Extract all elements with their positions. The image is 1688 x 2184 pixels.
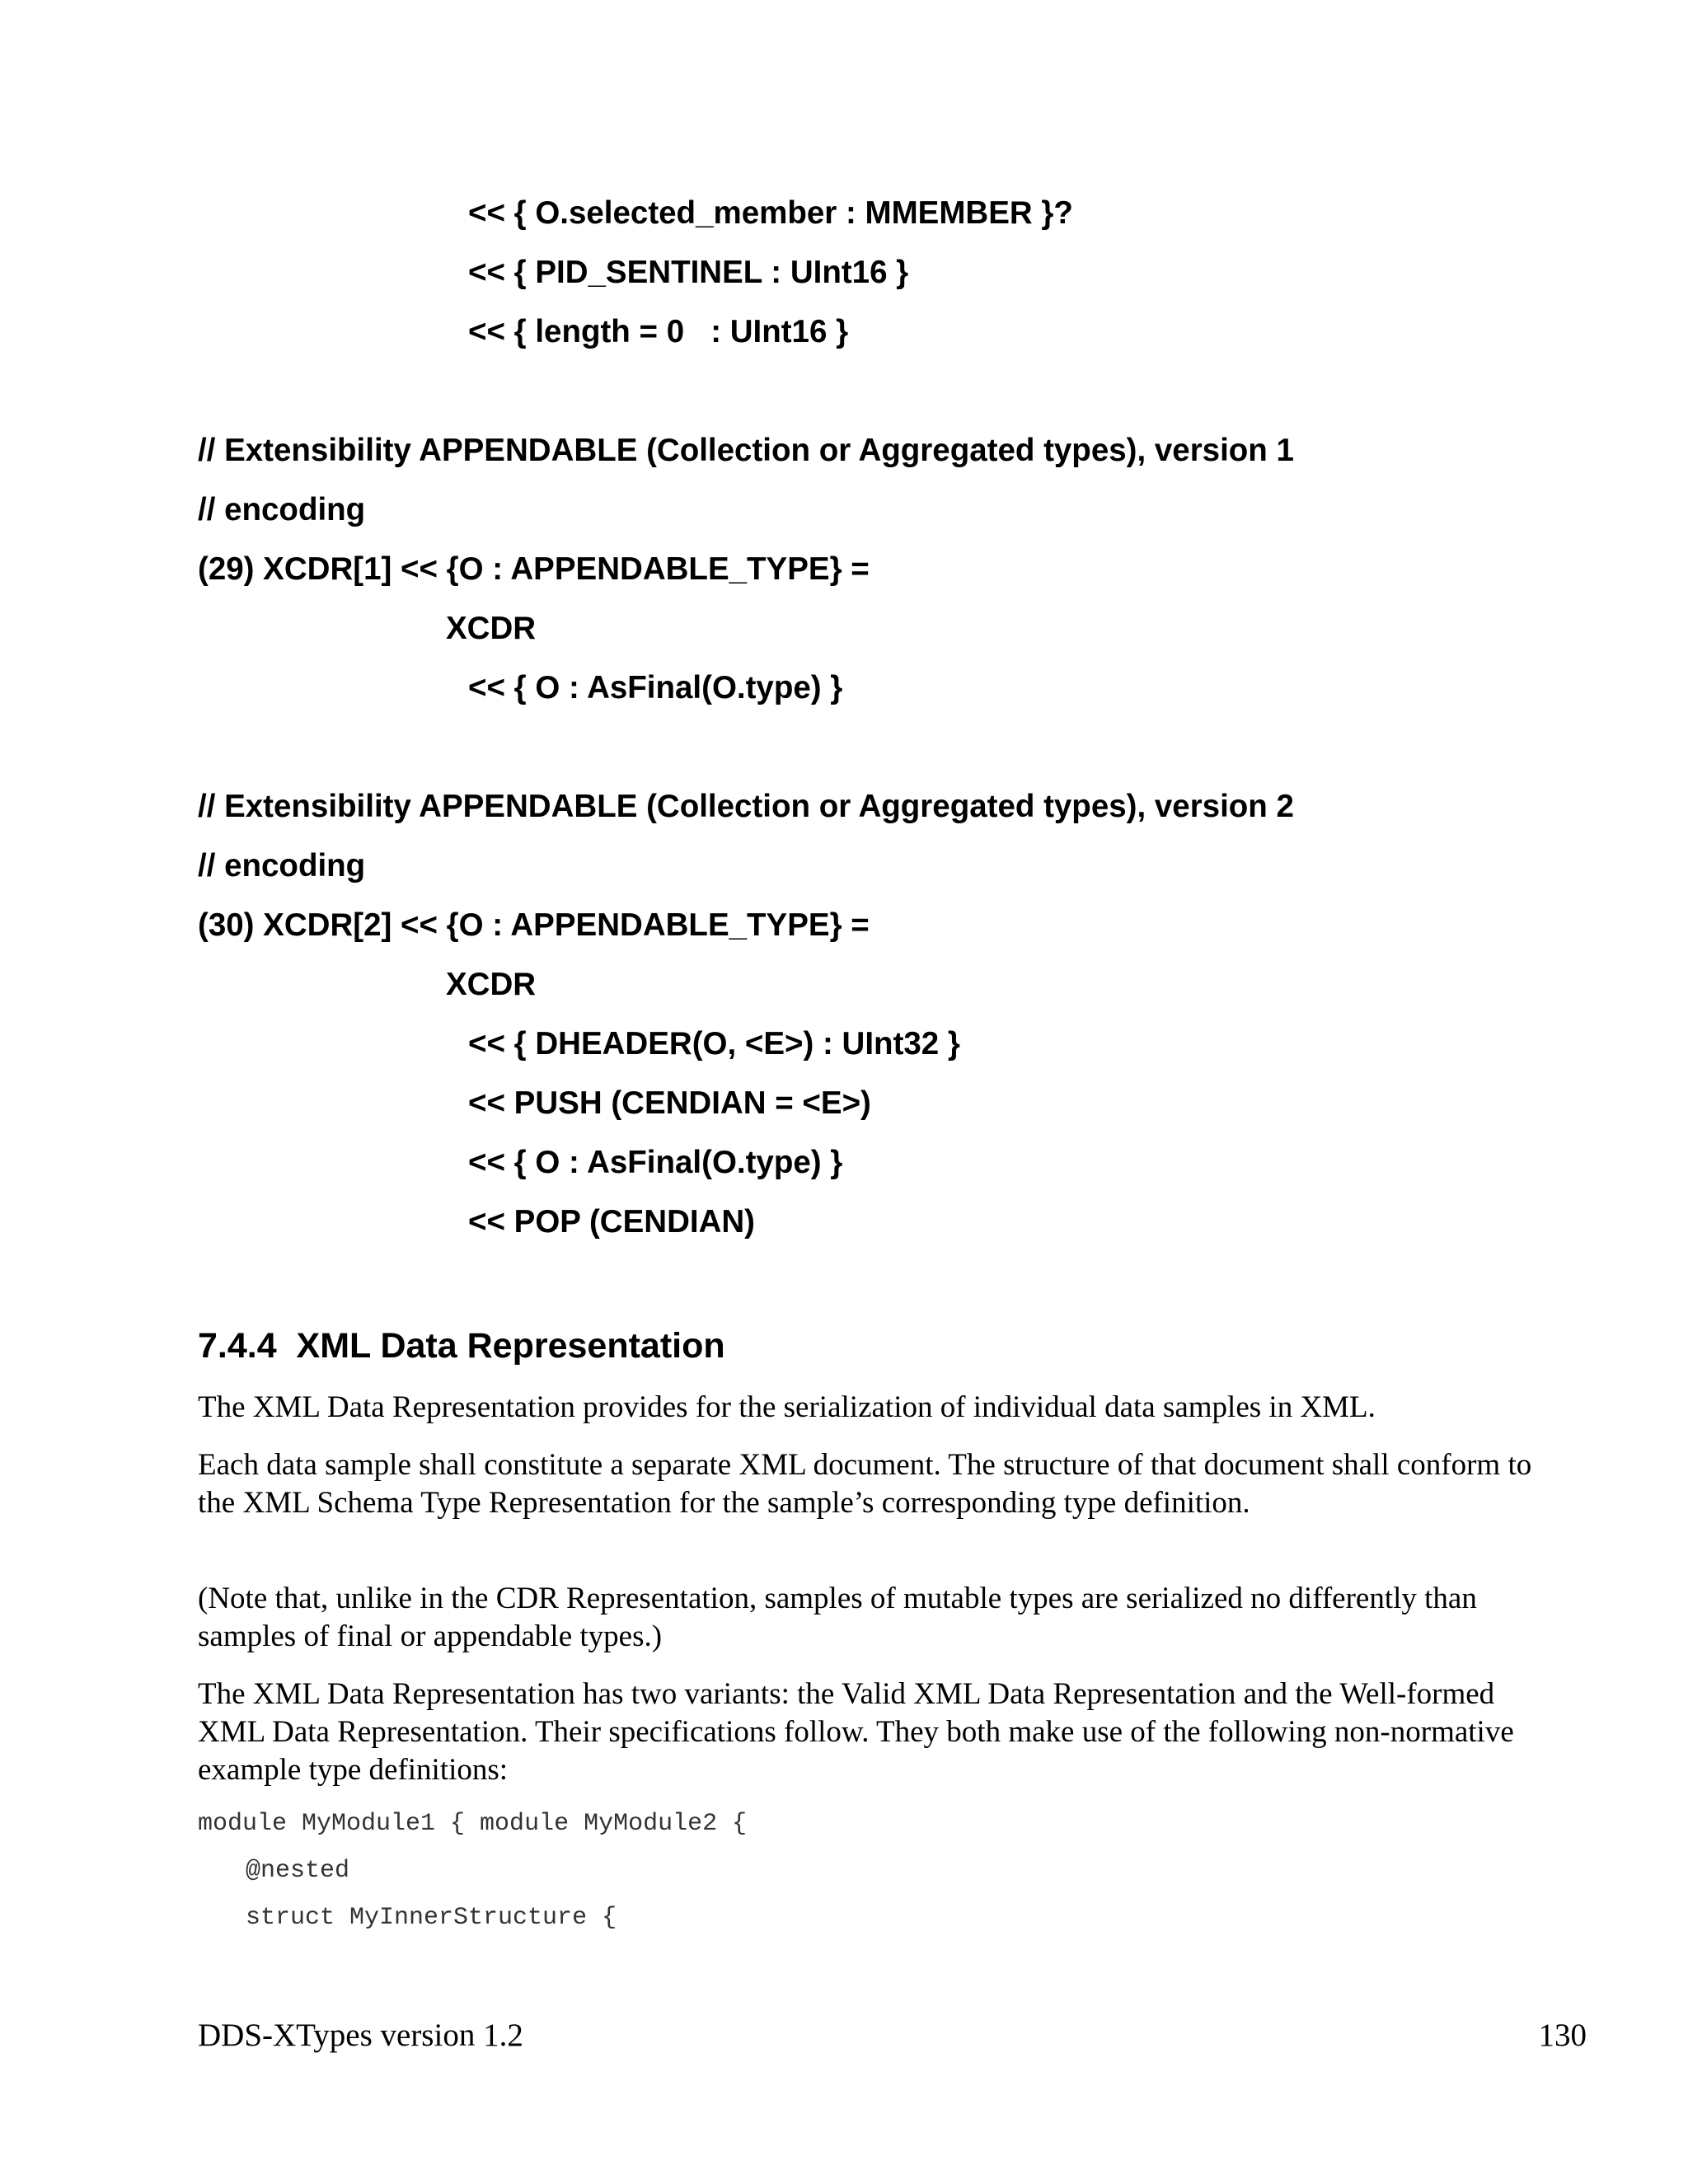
grammar-line: XCDR (446, 967, 537, 1002)
grammar-comment: // Extensibility APPENDABLE (Collection or Aggregated types), version 2 (198, 789, 1294, 824)
footer-title: DDS-XTypes version 1.2 (198, 2018, 523, 2053)
paragraph: The XML Data Representation has two variants: the Valid XML Data Representation and the Well-formed XML Data Representation. Their specifications follow. They both make use of the following non-normative example type definitions: (198, 1677, 1514, 1787)
grammar-line: << { O : AsFinal(O.type) } (468, 670, 843, 705)
code-line: @nested (246, 1857, 350, 1885)
paragraph: Each data sample shall constitute a separate XML document. The structure of that document shall conform to the XML Schema Type Representation for the sample’s corresponding type definition. (198, 1448, 1532, 1520)
page-number: 130 (1538, 2018, 1587, 2053)
grammar-line: << { O : AsFinal(O.type) } (468, 1145, 843, 1180)
code-line: struct MyInnerStructure { (246, 1904, 617, 1932)
grammar-line: << POP (CENDIAN) (468, 1204, 756, 1240)
grammar-rule-30: (30) XCDR[2] << {O : APPENDABLE_TYPE} = (198, 907, 870, 943)
section-heading: 7.4.4 XML Data Representation (198, 1326, 725, 1366)
grammar-line: XCDR (446, 611, 537, 646)
grammar-line: << { length = 0 : UInt16 } (468, 314, 849, 349)
grammar-line: << { PID_SENTINEL : UInt16 } (468, 255, 909, 290)
grammar-rule-29: (29) XCDR[1] << {O : APPENDABLE_TYPE} = (198, 551, 870, 587)
grammar-comment: // encoding (198, 848, 366, 883)
code-line: module MyModule1 { module MyModule2 { (198, 1810, 748, 1838)
grammar-line: << { O.selected_member : MMEMBER }? (468, 195, 1073, 231)
paragraph: The XML Data Representation provides for the serialization of individual data samples in XML. (198, 1390, 1376, 1424)
grammar-comment: // Extensibility APPENDABLE (Collection or Aggregated types), version 1 (198, 433, 1294, 468)
grammar-comment: // encoding (198, 492, 366, 527)
grammar-line: << { DHEADER(O, <E>) : UInt32 } (468, 1026, 960, 1062)
grammar-line: << PUSH (CENDIAN = <E>) (468, 1085, 871, 1121)
paragraph: (Note that, unlike in the CDR Representation, samples of mutable types are serialized no differently than samples of final or appendable types.) (198, 1582, 1477, 1653)
